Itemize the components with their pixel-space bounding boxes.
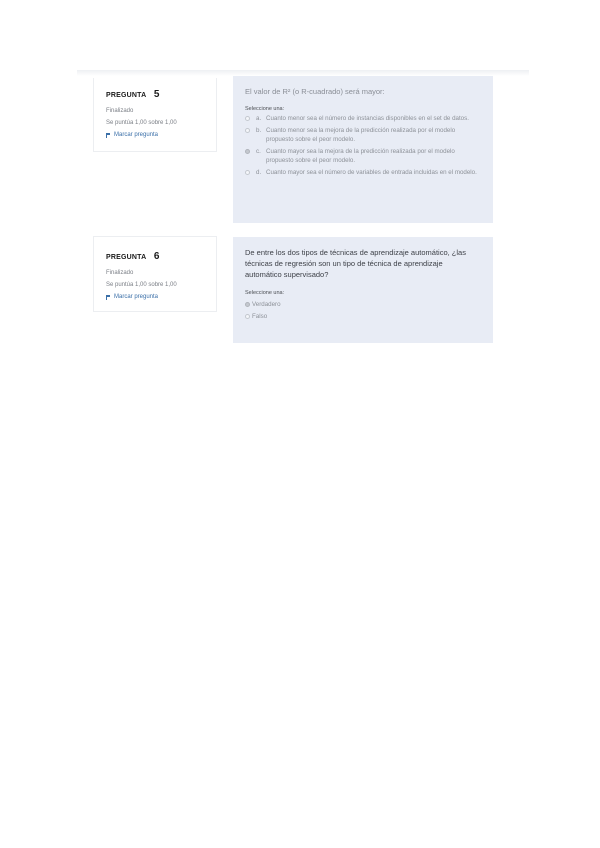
question-status: Finalizado	[106, 108, 134, 114]
answer-options	[245, 301, 481, 320]
question-6-content	[233, 237, 493, 343]
answer-prompt: Seleccione una:	[245, 289, 285, 296]
answer-options	[245, 115, 481, 178]
answer-option-c[interactable]	[245, 148, 481, 166]
option-text: Cuanto mayor sea el número de variables de entrada incluidas en el modelo.	[266, 168, 477, 176]
radio-button-selected[interactable]	[245, 302, 250, 307]
flag-question-label: Marcar pregunta	[114, 294, 159, 300]
radio-button[interactable]	[245, 314, 250, 319]
option-letter: a.	[256, 114, 262, 122]
answer-option-a[interactable]	[245, 115, 481, 124]
flag-question-link[interactable]	[106, 132, 216, 138]
option-text: Cuanto mayor sea la mejora de la predicción realizada por el modelo propuesto sobre el peor modelo.	[266, 147, 455, 164]
option-letter: d.	[256, 168, 262, 176]
option-text: Verdadero	[252, 300, 281, 308]
question-score: Se puntúa 1,00 sobre 1,00	[106, 120, 177, 126]
question-number: 6	[153, 251, 160, 262]
question-number: 5	[153, 89, 160, 100]
radio-button[interactable]	[245, 116, 250, 121]
question-text: El valor de R² (o R-cuadrado) será mayor:	[245, 87, 385, 96]
question-6-info	[93, 236, 217, 312]
option-letter: b.	[256, 126, 262, 134]
question-5-content	[233, 76, 493, 223]
option-text: Cuanto menor sea la mejora de la predicción realizada por el modelo propuesto sobre el peor modelo.	[266, 126, 456, 143]
question-status: Finalizado	[106, 270, 134, 276]
answer-option-false[interactable]	[245, 313, 481, 320]
question-6-heading	[106, 246, 216, 264]
flag-icon	[106, 133, 111, 138]
radio-button-selected[interactable]	[245, 149, 250, 154]
radio-button[interactable]	[245, 170, 250, 175]
flag-question-label: Marcar pregunta	[114, 132, 159, 138]
question-text: De entre los dos tipos de técnicas de aprendizaje automático, ¿las técnicas de regresión son un tipo de técnica de aprendizaje automático supervisado?	[245, 248, 466, 279]
answer-option-b[interactable]	[245, 127, 481, 145]
answer-option-d[interactable]	[245, 169, 481, 178]
question-5-info	[93, 78, 217, 152]
question-label: PREGUNTA	[106, 92, 147, 99]
question-label: PREGUNTA	[106, 254, 147, 261]
option-letter: c.	[256, 147, 261, 155]
radio-button[interactable]	[245, 128, 250, 133]
question-5-heading	[106, 84, 216, 102]
question-score: Se puntúa 1,00 sobre 1,00	[106, 282, 177, 288]
answer-prompt: Seleccione una:	[245, 105, 285, 112]
flag-question-link[interactable]	[106, 294, 216, 300]
option-text: Cuanto menor sea el número de instancias disponibles en el set de datos.	[266, 114, 469, 122]
answer-option-true[interactable]	[245, 301, 481, 308]
option-text: Falso	[252, 312, 268, 320]
flag-icon	[106, 295, 111, 300]
